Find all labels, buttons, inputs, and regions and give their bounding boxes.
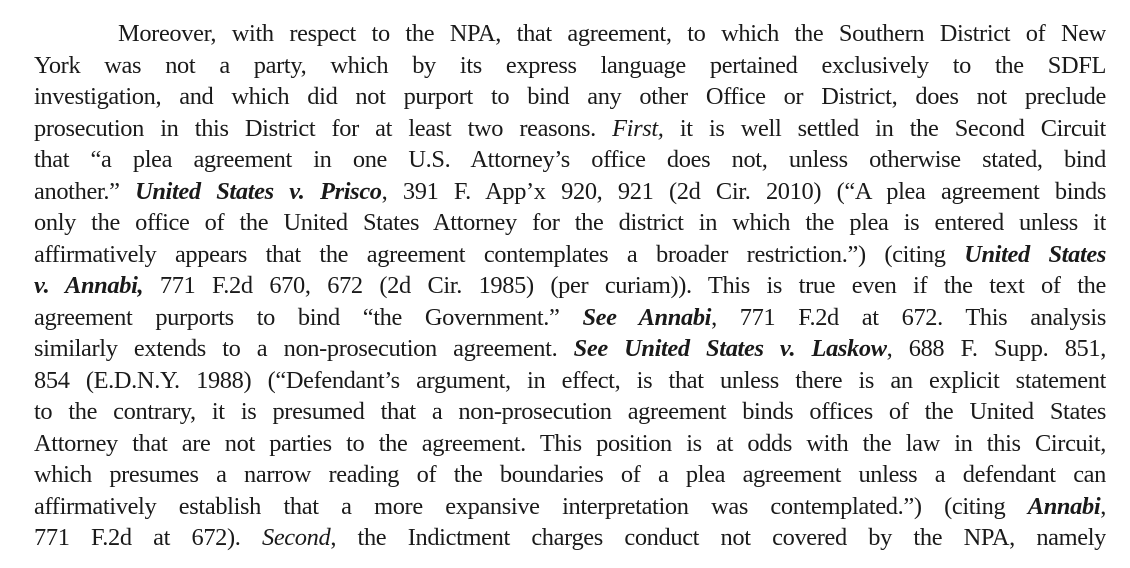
text-line [34, 81, 1106, 113]
text-run: Moreover, with respect to the NPA, that agreement, to which the Southern District of New [118, 20, 1106, 47]
text-run: which presumes a narrow reading of the boundaries of a plea agreement unless a defendant can [34, 461, 1106, 488]
text-run: , the Indictment charges conduct not covered by the NPA, namely [330, 524, 1106, 551]
text-run: , 688 F. Supp. 851, [886, 335, 1106, 362]
text-line [34, 333, 1106, 365]
text-run: only the office of the United States Attorney for the district in which the plea is entered unless it [34, 209, 1106, 236]
emphasis-text: Second [261, 524, 331, 551]
text-run: another.” [34, 177, 136, 205]
case-citation: United States [964, 240, 1106, 268]
case-citation: v. Annabi, [34, 272, 144, 299]
text-line [34, 459, 1106, 491]
case-citation: United States v. Prisco [135, 177, 382, 205]
emphasis-text: First, [612, 114, 664, 142]
text-run: that “a plea agreement in one U.S. Attorney’s office does not, unless otherwise stated, bind [34, 146, 1106, 173]
text-line [34, 428, 1106, 460]
text-line [34, 50, 1106, 82]
text-run: York was not a party, which by its express language pertained exclusively to the SDFL [34, 51, 1106, 79]
text-line [34, 239, 1106, 271]
text-run: 771 F.2d 670, 672 (2d Cir. 1985) (per curiam)). This is true even if the text of the [143, 272, 1106, 299]
text-run: , [1100, 492, 1106, 520]
text-line [34, 176, 1106, 208]
text-line [34, 113, 1106, 145]
text-run: , 771 F.2d at 672. This analysis [711, 303, 1106, 331]
text-run: affirmatively establish that a more expansive interpretation was contemplated.”) (citing [34, 492, 1028, 520]
text-run: 854 (E.D.N.Y. 1988) (“Defendant’s argument, in effect, is that unless there is an explicit statement [34, 366, 1106, 394]
body-paragraph [34, 18, 1106, 554]
text-line [34, 365, 1106, 397]
text-run: prosecution in this District for at least two reasons. [34, 114, 613, 142]
case-citation: See United States v. Laskow [573, 335, 887, 362]
text-run: affirmatively appears that the agreement contemplates a broader restriction.”) (citing [34, 240, 965, 268]
text-run: agreement purports to bind “the Government.” [34, 303, 583, 331]
text-run: , 391 F. App’x 920, 921 (2d Cir. 2010) (“A plea agreement binds [381, 177, 1106, 205]
text-line [34, 491, 1106, 523]
text-run: to the contrary, it is presumed that a non-prosecution agreement binds offices of the United States [34, 398, 1106, 425]
text-line [34, 396, 1106, 428]
text-line [34, 207, 1106, 239]
text-line [34, 270, 1106, 302]
text-line [34, 302, 1106, 334]
text-run: similarly extends to a non-prosecution agreement. [34, 335, 574, 362]
text-line [34, 18, 1106, 50]
text-run: investigation, and which did not purport to bind any other Office or District, does not preclude [34, 83, 1106, 110]
text-run: 771 F.2d at 672). [34, 524, 262, 551]
text-line [34, 522, 1106, 554]
case-citation: Annabi [1027, 492, 1101, 520]
text-run: Attorney that are not parties to the agreement. This position is at odds with the law in this Circuit, [34, 429, 1106, 457]
case-citation: See Annabi [582, 303, 712, 331]
text-run: it is well settled in the Second Circuit [663, 114, 1106, 142]
text-line [34, 144, 1106, 176]
